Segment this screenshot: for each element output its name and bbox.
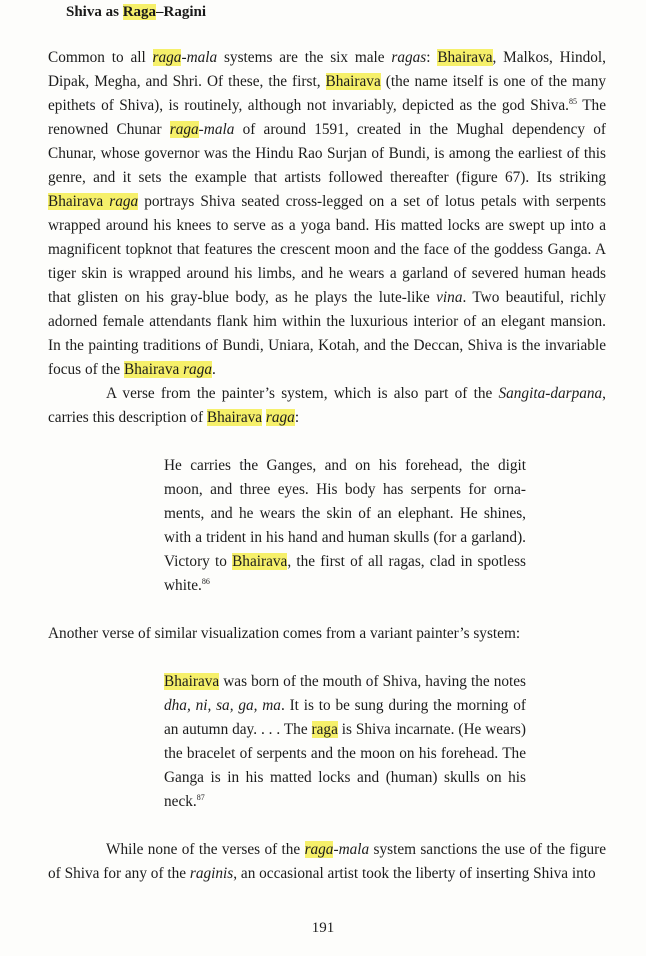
footnote-87: 87 — [196, 793, 205, 802]
highlight-bhairava: Bhairava — [325, 73, 381, 90]
highlight-bhairava: Bhairava — [437, 49, 493, 66]
page-number: 191 — [311, 920, 335, 936]
running-head — [66, 4, 206, 21]
text-run: systems are the six male — [217, 49, 392, 66]
text-run: : — [294, 409, 300, 426]
text-run: Common to all — [48, 49, 153, 66]
text-run: , the first of all ragas, clad in spotless white. — [164, 553, 527, 594]
term-raga: raga — [183, 361, 212, 378]
highlight-bhairava-raga — [48, 193, 138, 210]
text-run: He carries the Ganges, and on his forehead, the digit moon, and three eyes. His body has serpents for ornaments, and he wears the skin of an elephant. He shines, with a trident in his hand and human skulls (for a garland). Victory to — [164, 457, 526, 570]
block-quote-1 — [164, 454, 526, 598]
text-run: was born of the mouth of Shiva, having the notes — [219, 673, 526, 690]
highlight-raga: raga — [169, 121, 199, 138]
term-vina: vina — [436, 289, 463, 306]
paragraph-4 — [48, 838, 606, 886]
text-run: Bhairava — [124, 361, 184, 378]
text-run: - — [181, 49, 187, 66]
text-run: of around 1591, created in the Mughal dependency of Chunar, whose governor was the Hindu Rao Surjan of Bundi, is among the earliest of this genre, and it sets the example that artists followed thereafter (figure 67). Its striking — [48, 121, 606, 186]
highlight-raga: raga — [304, 841, 334, 858]
term-raga: raga — [109, 193, 139, 210]
text-run: , Malkos, Hindol, Dipak, Megha, and Shri. Of these, the first, — [48, 49, 606, 90]
running-head-suffix: –Ragini — [156, 4, 207, 20]
highlight-raga: raga — [265, 409, 295, 426]
highlight-bhairava-raga — [124, 361, 212, 378]
text-run: , carries this description of — [48, 385, 606, 426]
term-mala: mala — [186, 49, 218, 66]
text-run: . Two beautiful, richly adorned female attendants flank him within the luxurious interior of an elegant mansion. In the painting traditions of Bundi, Uniara, Kotah, and the Deccan, Shiva is the invariable focus of the — [48, 289, 606, 378]
text-run: is Shiva incarnate. (He wears) the bracelet of serpents and the moon on his forehead. The Ganga is in his matted locks and (human) skulls on his neck. — [164, 721, 526, 810]
term-sangita-darpana: Sangita-darpana — [498, 385, 603, 402]
term-ragas: ragas — [391, 49, 427, 66]
highlight-bhairava: Bhairava — [232, 553, 288, 570]
text-run: : — [426, 49, 438, 66]
term-mala: mala — [338, 841, 370, 858]
text-run: A verse from the painter’s system, which is also part of the — [106, 385, 499, 402]
text-run: system sanctions the use of the figure of Shiva for any of the — [48, 841, 606, 882]
text-run: portrays Shiva seated cross-legged on a set of lotus petals with serpents wrapped around his knees to serve as a yoga band. His matted locks are swept up into a magnificent topknot that features the crescent moon and the face of the goddess Ganga. A tiger skin is wrapped around his limbs, and he wears a garland of severed human heads that glisten on his gray-blue body, as he plays the lute-like — [48, 193, 606, 306]
term-notes: dha, ni, sa, ga, ma — [164, 697, 281, 714]
text-run: The renowned Chunar — [48, 97, 606, 138]
block-quote-2 — [164, 670, 526, 814]
term-raginis: raginis — [189, 865, 234, 882]
running-head-highlight: Raga — [122, 4, 157, 20]
highlight-bhairava: Bhairava — [206, 409, 263, 426]
highlight-raga: raga — [152, 49, 182, 66]
text-run: . — [212, 361, 216, 378]
text-run: - — [333, 841, 339, 858]
running-head-prefix: Shiva as — [66, 4, 123, 20]
highlight-bhairava: Bhairava — [164, 673, 220, 690]
text-run: While none of the verses of the — [106, 841, 305, 858]
footnote-86: 86 — [201, 577, 210, 586]
footnote-85: 85 — [568, 97, 577, 106]
text-run: Bhairava — [48, 193, 110, 210]
paragraph-1 — [48, 46, 606, 382]
paragraph-3: Another verse of similar visualization comes from a variant painter’s system: — [48, 625, 521, 642]
term-mala: mala — [203, 121, 235, 138]
text-run: (the name itself is one of the many epithets of Shiva), is routinely, although not invariably, depicted as the god Shiva. — [48, 73, 607, 114]
paragraph-2 — [48, 382, 606, 430]
text-run: - — [198, 121, 204, 138]
highlight-raga: raga — [311, 721, 338, 738]
text-run: . It is to be sung during the morning of an autumn day. . . . The — [164, 697, 526, 738]
text-run: , an occasional artist took the liberty of inserting Shiva into — [233, 865, 596, 882]
